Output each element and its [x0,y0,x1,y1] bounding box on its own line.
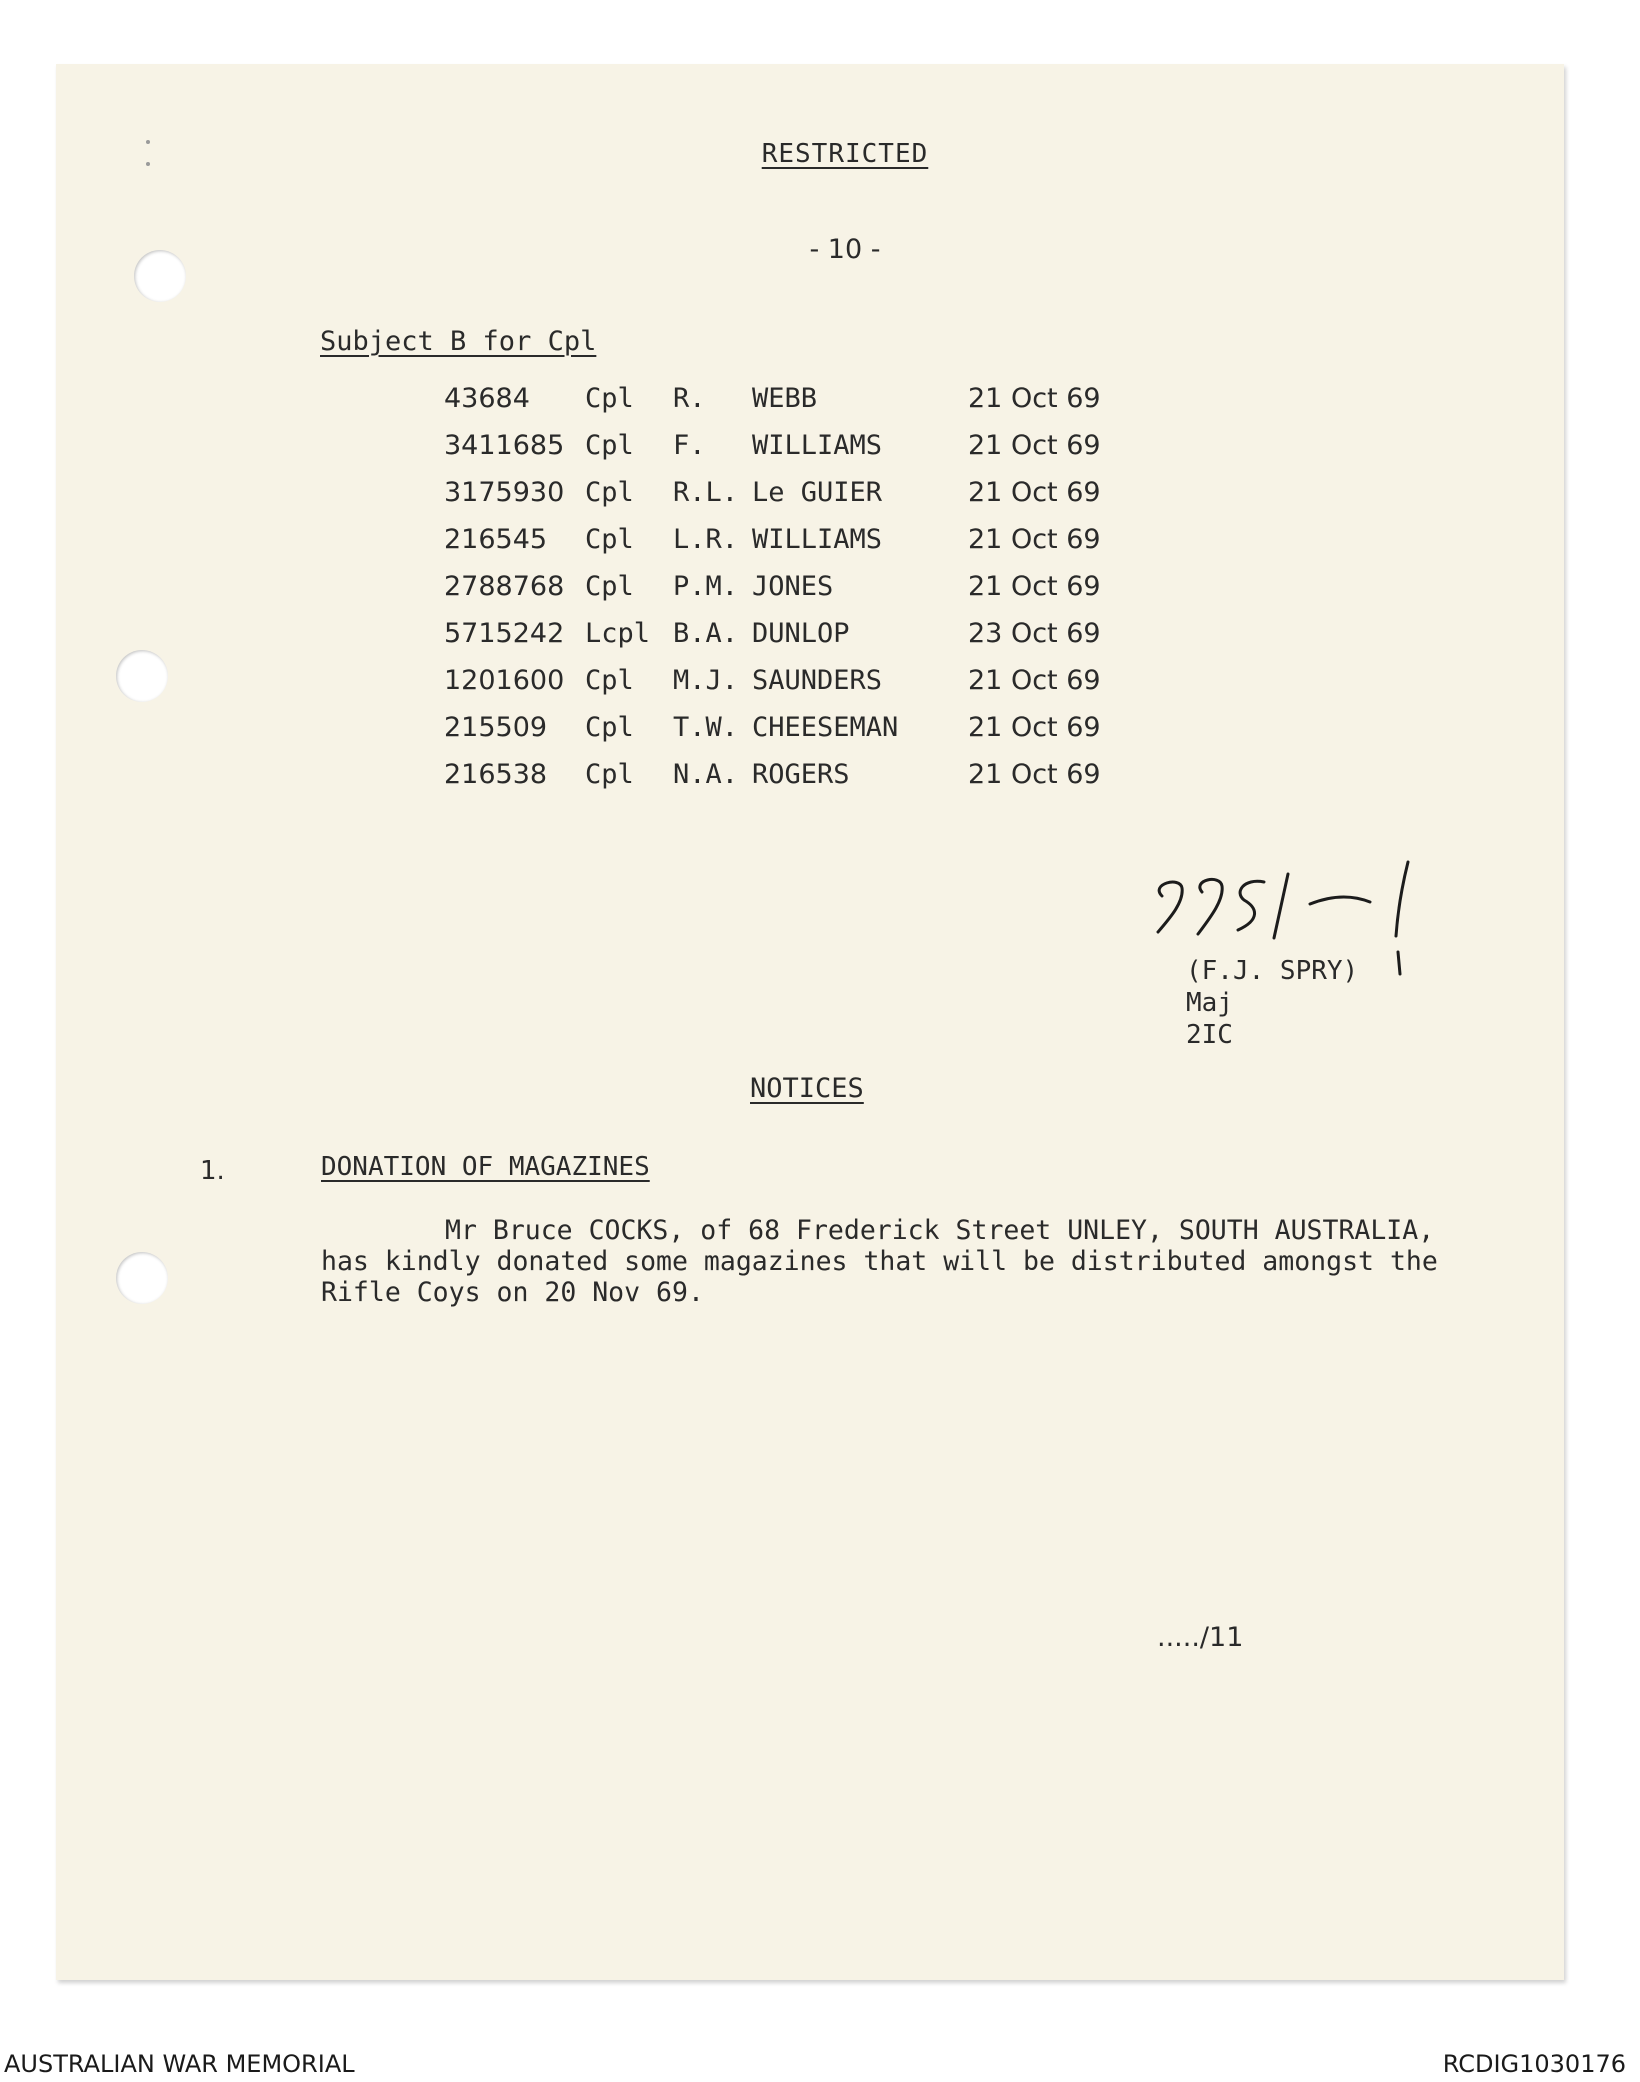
notices-heading: NOTICES [750,1073,864,1104]
notice-number: 1. [200,1156,225,1186]
punch-hole-middle [116,650,168,702]
surname: WILLIAMS [752,430,883,461]
initials: M.J. [673,665,739,696]
rank: Lcpl [585,618,651,649]
subject-heading: Subject B for Cpl [320,326,597,357]
surname: DUNLOP [752,618,850,649]
initials: B.A. [673,618,739,649]
signatory-appointment: 2IC [1186,1020,1233,1050]
date: 23 Oct 69 [968,618,1101,649]
date: 21 Oct 69 [968,759,1101,790]
initials: P.M. [673,571,739,602]
surname: SAUNDERS [752,665,883,696]
institution-label: AUSTRALIAN WAR MEMORIAL [4,2050,355,2078]
rank: Cpl [585,524,634,555]
date: 21 Oct 69 [968,712,1101,743]
initials: L.R. [673,524,739,555]
reference-id: RCDIG1030176 [1442,2050,1626,2078]
punch-hole-bottom [116,1252,168,1304]
initials: R.L. [673,477,739,508]
rank: Cpl [585,665,634,696]
rank: Cpl [585,383,634,414]
service-number: 216545 [444,524,548,555]
surname: JONES [752,571,834,602]
date: 21 Oct 69 [968,383,1101,414]
date: 21 Oct 69 [968,665,1101,696]
signatory-name: (F.J. SPRY) [1186,956,1359,986]
initials: F. [673,430,706,461]
initials: N.A. [673,759,739,790]
notice-body: Mr Bruce COCKS, of 68 Frederick Street UNLEY, SOUTH AUSTRALIA, has kindly donated some magazines that will be distributed amongst the Rifle Coys on 20 Nov 69. [321,1215,1438,1308]
service-number: 3411685 [444,430,565,461]
service-number: 1201600 [444,665,565,696]
page-number: - 10 - [809,234,881,265]
rank: Cpl [585,430,634,461]
classification-marking: RESTRICTED [761,139,929,169]
date: 21 Oct 69 [968,477,1101,508]
surname: ROGERS [752,759,850,790]
continuation-marker: ...../11 [1157,1622,1244,1653]
rank: Cpl [585,477,634,508]
date: 21 Oct 69 [968,430,1101,461]
surname: CHEESEMAN [752,712,899,743]
rank: Cpl [585,712,634,743]
surname: WEBB [752,383,818,414]
service-number: 5715242 [444,618,565,649]
signatory-block [1186,955,1358,1051]
service-number: 3175930 [444,477,565,508]
service-number: 2788768 [444,571,565,602]
date: 21 Oct 69 [968,571,1101,602]
initials: R. [673,383,706,414]
service-number: 43684 [444,383,530,414]
rank: Cpl [585,759,634,790]
initials: T.W. [673,712,739,743]
signatory-rank: Maj [1186,988,1233,1018]
service-number: 216538 [444,759,548,790]
service-number: 215509 [444,712,548,743]
notice-heading: DONATION OF MAGAZINES [321,1152,650,1182]
date: 21 Oct 69 [968,524,1101,555]
surname: WILLIAMS [752,524,883,555]
rank: Cpl [585,571,634,602]
surname: Le GUIER [752,477,883,508]
